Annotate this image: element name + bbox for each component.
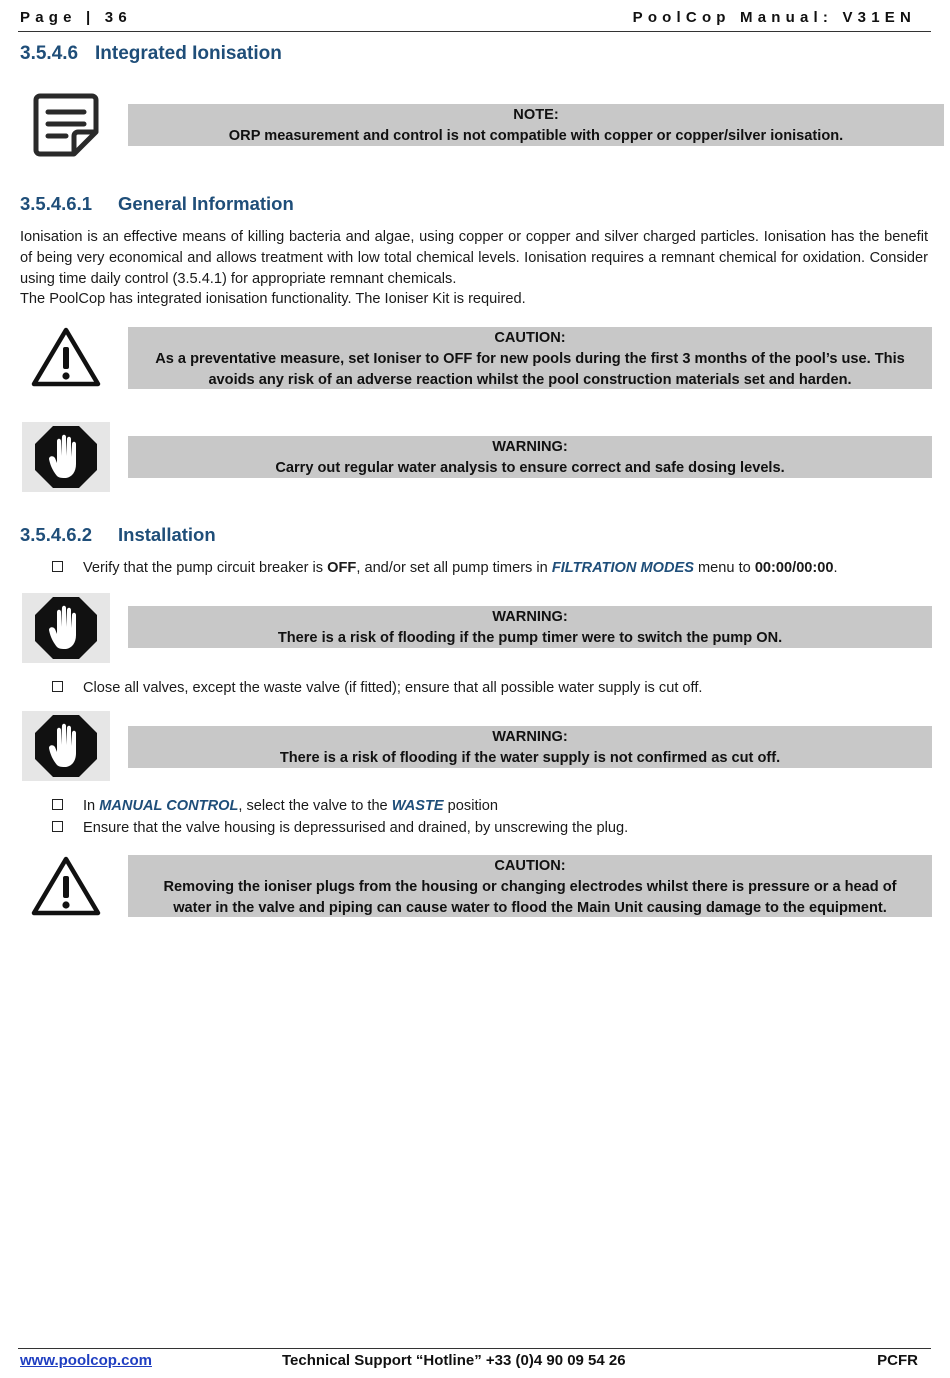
stop-hand-icon bbox=[22, 711, 110, 781]
installation-step-1: Verify that the pump circuit breaker is OFF, and/or set all pump timers in FILTRATION MODES menu to 00:00/00:00. bbox=[52, 558, 838, 578]
manual-control-menu-ref: MANUAL CONTROL bbox=[99, 798, 239, 814]
warning-2-text: There is a risk of flooding if the pump timer were to switch the pump ON. bbox=[277, 630, 783, 646]
checkbox-icon bbox=[52, 561, 63, 572]
caution-2-line-1: Removing the ioniser plugs from the housing or changing electrodes whilst there is pressure or a head of bbox=[163, 879, 897, 895]
waste-position-ref: WASTE bbox=[391, 798, 444, 814]
caution-triangle-icon bbox=[30, 325, 102, 389]
note-title: NOTE: bbox=[513, 107, 559, 123]
note-text: ORP measurement and control is not compatible with copper or copper/silver ionisation. bbox=[228, 128, 844, 144]
caution-triangle-icon bbox=[30, 854, 102, 918]
warning-1-text: Carry out regular water analysis to ensure correct and safe dosing levels. bbox=[275, 460, 785, 476]
footer-divider bbox=[18, 1348, 931, 1349]
warning-box-1 bbox=[128, 436, 932, 478]
general-heading bbox=[20, 193, 294, 215]
note-box bbox=[128, 104, 944, 146]
stop-hand-icon bbox=[22, 422, 110, 492]
section-number: 3.5.4.6 bbox=[20, 43, 79, 64]
website-link[interactable]: www.poolcop.com bbox=[20, 1352, 152, 1369]
support-hotline: Technical Support “Hotline” +33 (0)4 90 09 54 26 bbox=[282, 1352, 626, 1369]
installation-step-2: Close all valves, except the waste valve (if fitted); ensure that all possible water supply is cut off. bbox=[52, 678, 702, 698]
installation-number: 3.5.4.6.2 bbox=[20, 524, 93, 545]
warning-3-text: There is a risk of flooding if the water supply is not confirmed as cut off. bbox=[279, 750, 781, 766]
caution-2-title: CAUTION: bbox=[494, 858, 566, 874]
caution-1-line-1: As a preventative measure, set Ioniser to OFF for new pools during the first 3 months of the pool’s use. This bbox=[155, 351, 905, 367]
general-paragraph-1: Ionisation is an effective means of killing bacteria and algae, using copper or copper and silver charged particles. Ionisation has the benefit of being very economical and allows treatment with low total chemical levels. Ionisation requires a remnant chemical for oxidation. Consider using time daily control (3.5.4.1) for appropriate remnant chemicals. bbox=[20, 229, 928, 287]
caution-1-title: CAUTION: bbox=[494, 330, 566, 346]
document-code: PCFR bbox=[877, 1352, 918, 1369]
note-icon bbox=[32, 92, 100, 158]
installation-step-4: Ensure that the valve housing is depressurised and drained, by unscrewing the plug. bbox=[52, 818, 628, 838]
warning-1-title: WARNING: bbox=[492, 439, 568, 455]
warning-3-title: WARNING: bbox=[492, 729, 568, 745]
caution-2-line-2: water in the valve and piping can cause water to flood the Main Unit causing damage to the equipment. bbox=[173, 900, 887, 916]
installation-heading bbox=[20, 524, 216, 546]
installation-step-3: In MANUAL CONTROL, select the valve to the WASTE position bbox=[52, 796, 498, 816]
warning-box-3 bbox=[128, 726, 932, 768]
page-number: Page | 36 bbox=[20, 9, 132, 26]
section-title: Integrated Ionisation bbox=[95, 43, 282, 64]
stop-hand-icon bbox=[22, 593, 110, 663]
installation-title: Installation bbox=[118, 524, 216, 545]
general-number: 3.5.4.6.1 bbox=[20, 193, 93, 214]
checkbox-icon bbox=[52, 799, 63, 810]
general-paragraph-2: The PoolCop has integrated ionisation functionality. The Ioniser Kit is required. bbox=[20, 291, 526, 307]
checkbox-icon bbox=[52, 681, 63, 692]
manual-title: PoolCop Manual: V31EN bbox=[632, 9, 916, 26]
warning-box-2 bbox=[128, 606, 932, 648]
general-title: General Information bbox=[118, 193, 294, 214]
section-heading bbox=[20, 43, 282, 65]
warning-2-title: WARNING: bbox=[492, 609, 568, 625]
caution-box-2 bbox=[128, 855, 932, 917]
filtration-modes-menu-ref: FILTRATION MODES bbox=[551, 560, 694, 576]
header-divider bbox=[18, 31, 931, 32]
caution-1-line-2: avoids any risk of an adverse reaction whilst the pool construction materials set and harden. bbox=[208, 372, 852, 388]
caution-box-1 bbox=[128, 327, 932, 389]
checkbox-icon bbox=[52, 821, 63, 832]
